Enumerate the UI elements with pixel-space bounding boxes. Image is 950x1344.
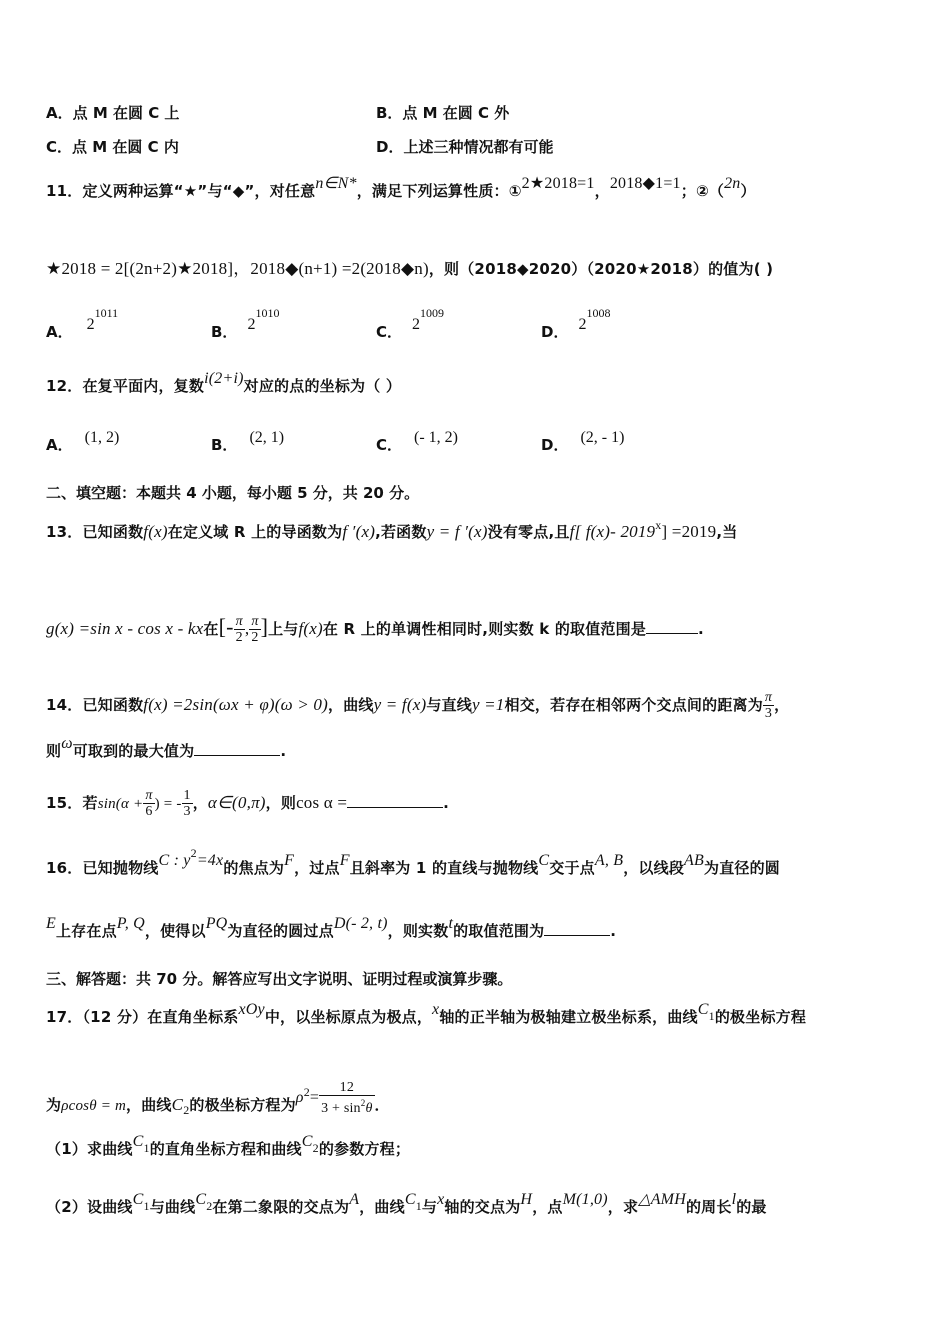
q14-answer-blank[interactable] (194, 741, 280, 756)
q11-line-2 (46, 254, 773, 279)
q11-question: ，则（2018◆2020）（2020★2018）的值为( ) (428, 260, 774, 278)
section-2-heading: 二、填空题：本题共 4 小题，每小题 5 分，共 20 分。 (46, 484, 420, 502)
q10-option-b: B．点 M 在圆 C 外 (376, 104, 510, 122)
q17-part-1: （1）求曲线C1的直角坐标方程和曲线C2的参数方程； (46, 1133, 411, 1158)
q11-line-1: 11．定义两种运算“★”与“◆”，对任意n∈N*，满足下列运算性质：①2★2018=1，2018◆1=1；②（2n） (46, 175, 756, 200)
q11-option-d: D． $2^{1008}$ (541, 306, 611, 341)
section-3-heading: 三、解答题：共 70 分。解答应写出文字说明、证明过程或演算步骤。 (46, 970, 513, 988)
q15-line: 15．若sin(α + $\frac{\pi}{6}$ ) = - $\frac{1}{3}$ ，α∈(0,π)，则cos α = . (46, 788, 450, 819)
q12-expr: i(2+i) (204, 370, 244, 387)
q13-answer-blank[interactable] (646, 619, 698, 634)
q12-option-c: C． (- 1, 2) (376, 429, 458, 454)
q10-option-a: A．点 M 在圆 C 上 (46, 104, 180, 122)
q16-answer-blank[interactable] (544, 921, 610, 936)
q17-line-2: 为ρcosθ = m，曲线$C_2$的极坐标方程为$\rho^2=$ $\frac{12}{3 + \sin^2\theta}$ ． (46, 1080, 390, 1117)
q16-line-1: 16．已知抛物线C : $y^2=4x$的焦点为F，过点F且斜率为 1 的直线与抛物线C交于点A, B，以线段AB为直径的圆 (46, 846, 781, 877)
q10-option-d: D．上述三种情况都有可能 (376, 138, 554, 156)
q12-option-a: A． (1, 2) (46, 429, 120, 454)
q11-nset: n∈N* (315, 175, 357, 192)
q10-option-c: C．点 M 在圆 C 内 (46, 138, 179, 156)
q15-answer-blank[interactable] (347, 793, 443, 808)
q11-option-b: B． $2^{1010}$ (211, 306, 280, 341)
q14-line-2: 则ω可取到的最大值为 . (46, 735, 287, 760)
q13-line-2: g(x) =sin x - cos x - kx在[- $\frac{\pi}{2}$ , $\frac{\pi}{2}$ ]上与f(x)在 R 上的单调性相同时,则实数 k 的取值范围是 . (46, 614, 704, 645)
q13-line-1: 13．已知函数f(x)在定义域 R 上的导函数为f ′(x),若函数y = f ′(x)没有零点,且f[ f(x)- $2019^x] =2019$,当 (46, 518, 738, 541)
q12-option-b: B． (2, 1) (211, 429, 285, 454)
q17-line-1: 17．（12 分）在直角坐标系xOy中，以坐标原点为极点，x轴的正半轴为极轴建立极坐标系，曲线C1的极坐标方程 (46, 1001, 807, 1026)
q11-option-c: C． $2^{1009}$ (376, 306, 445, 341)
q12-line: 12．在复平面内，复数i(2+i)对应的点的坐标为（ ） (46, 370, 402, 395)
q14-line-1: 14．已知函数f(x) =2sin(ωx + φ)(ω > 0)，曲线y = f(x)与直线y =1相交，若存在相邻两个交点间的距离为 $\frac{\pi}{3}$ ， (46, 690, 790, 721)
q11-formula-2: ，2018◆(n+1) =2(2018◆n) (233, 259, 429, 278)
q11-formula-1: ★2018 = 2[(2n+2)★2018] (46, 259, 234, 278)
q17-part-2: （2）设曲线C1与曲线C2在第二象限的交点为A，曲线C1与x轴的交点为H，点M(1,0)，求△AMH的周长l的最 (46, 1191, 767, 1216)
q16-line-2: E上存在点P, Q，使得以PQ为直径的圆过点D(- 2, t)，则实数t的取值范围为 . (46, 915, 617, 940)
q12-option-d: D． (2, - 1) (541, 429, 625, 454)
q11-number: 11． (46, 182, 83, 200)
q11-option-a: A． $2^{1011}$ (46, 306, 119, 341)
